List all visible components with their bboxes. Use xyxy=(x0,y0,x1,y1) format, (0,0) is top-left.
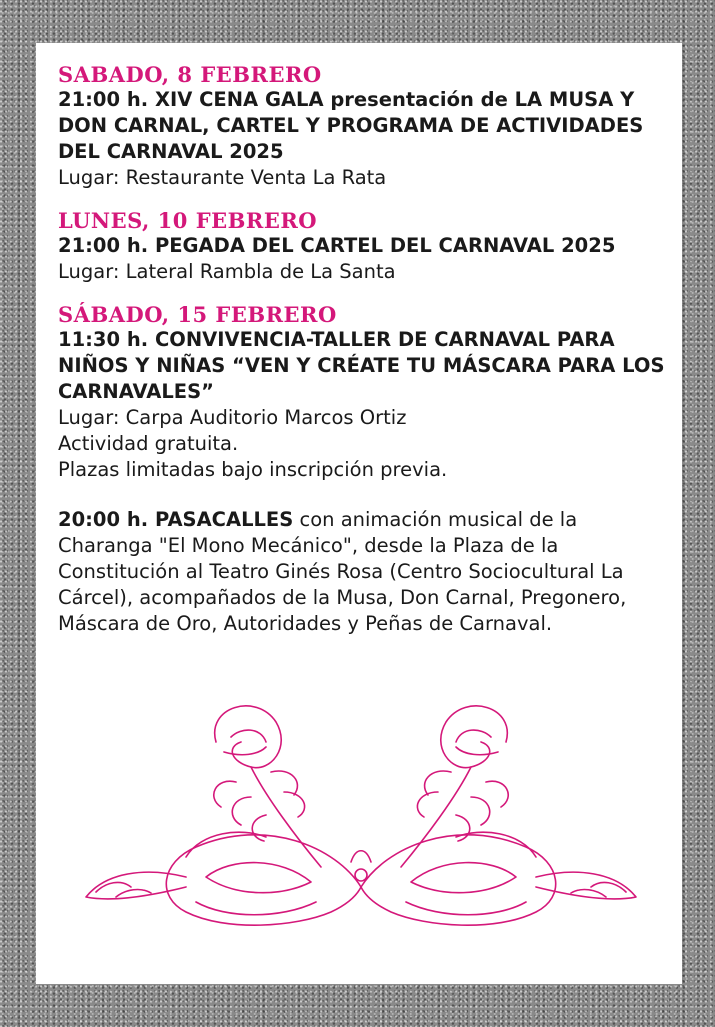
pasacalles-paragraph xyxy=(58,507,668,637)
event-block-2 xyxy=(58,209,668,285)
event-location: Lugar: Carpa Auditorio Marcos Ortiz xyxy=(58,406,407,429)
program-content xyxy=(58,63,668,637)
event-location: Lugar: Lateral Rambla de La Santa xyxy=(58,260,396,283)
event-block-1 xyxy=(58,63,668,191)
event-note: Plazas limitadas bajo inscripción previa. xyxy=(58,458,448,481)
event-day: SABADO, 8 FEBRERO xyxy=(58,62,322,87)
event-day: LUNES, 10 FEBRERO xyxy=(58,208,318,233)
pasacalles-lead: 20:00 h. PASACALLES xyxy=(58,508,294,531)
event-day: SÁBADO, 15 FEBRERO xyxy=(58,302,337,327)
event-title: 11:30 h. CONVIVENCIA-TALLER DE CARNAVAL PARA NIÑOS Y NIÑAS “VEN Y CRÉATE TU MÁSCARA PARA LOS CARNAVALES” xyxy=(58,328,665,403)
event-block-3 xyxy=(58,303,668,483)
event-title: 21:00 h. PEGADA DEL CARTEL DEL CARNAVAL 2025 xyxy=(58,234,616,257)
pasacalles-text: con animación musical de la Charanga "El Mono Mecánico", desde la Plaza de la Constitución al Teatro Ginés Rosa (Centro Sociocultural La Cárcel), acompañados de la Musa, Don Carnal, Pregonero, Máscara de Oro, Autoridades y Peñas de Carnaval. xyxy=(58,508,627,635)
carnival-mask-icon xyxy=(66,697,656,947)
event-note: Actividad gratuita. xyxy=(58,432,239,455)
event-title: 21:00 h. XIV CENA GALA presentación de LA MUSA Y DON CARNAL, CARTEL Y PROGRAMA DE ACTIVIDADES DEL CARNAVAL 2025 xyxy=(58,88,644,163)
event-location: Lugar: Restaurante Venta La Rata xyxy=(58,166,387,189)
program-card xyxy=(36,43,682,984)
